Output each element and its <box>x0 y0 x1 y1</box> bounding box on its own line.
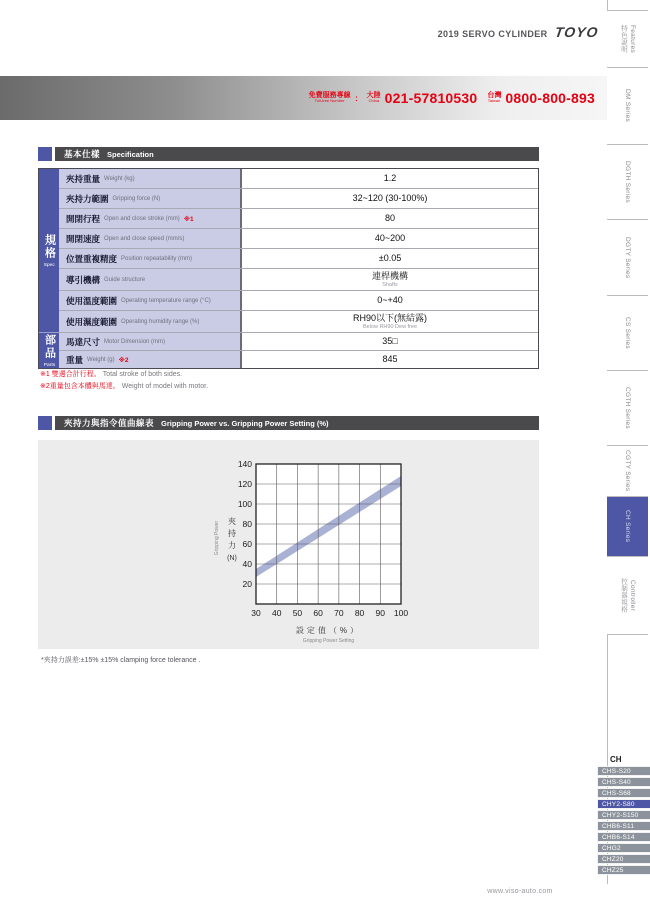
spec-row-label <box>59 169 242 188</box>
spec-row-label <box>59 291 242 310</box>
spec-label-en: Guide structure <box>104 276 146 283</box>
spec-table <box>38 168 539 369</box>
svg-text:Gripping Power: Gripping Power <box>214 520 220 556</box>
svg-text:100: 100 <box>237 499 252 509</box>
tollfree-label: 免費服務專線 Toll-free Number <box>308 92 351 104</box>
spec-label-en: Motor Dimension (mm) <box>104 338 166 345</box>
spec-label-zh: 馬達尺寸 <box>66 336 101 347</box>
svg-text:80: 80 <box>354 608 365 618</box>
spec-row-label <box>59 249 242 268</box>
spec-row-value <box>242 209 538 228</box>
spec-title-en: Specification <box>107 149 154 159</box>
ch-menu-item-chs-s20[interactable]: CHS-S20 <box>597 766 650 776</box>
website-url: www.viso-auto.com <box>487 888 553 895</box>
spec-value-main: 40~200 <box>374 233 406 244</box>
spec-row-value <box>242 351 538 368</box>
spec-label-zh: 重量 <box>66 354 84 365</box>
sidebar-tab-label-zh: 特色說明 <box>620 25 627 53</box>
spec-row-value <box>242 249 538 268</box>
spec-label-zh: 開閉行程 <box>66 213 101 224</box>
spec-row-value <box>242 189 538 208</box>
svg-text:(N): (N) <box>227 555 237 562</box>
spec-label-en: Weight (g) <box>87 356 115 363</box>
ch-menu-item-chz20[interactable]: CHZ20 <box>597 854 650 864</box>
spec-label-en: Open and close speed (mm/s) <box>104 235 185 242</box>
spec-row-label <box>59 351 242 368</box>
spec-label-footnote-mark: ※1 <box>183 215 194 223</box>
svg-text:70: 70 <box>334 608 344 618</box>
taiwan-label: 台灣 Taiwan <box>487 92 502 104</box>
sidebar-tab-label: CGTH Series <box>624 387 631 429</box>
ch-menu-item-chy2-s80[interactable]: CHY2-S80 <box>597 799 650 809</box>
ch-menu-item-chb6-s11[interactable]: CHB6-S11 <box>597 821 650 831</box>
spec-table-row <box>59 209 538 229</box>
spec-table-row <box>59 351 538 368</box>
spec-group-spec <box>39 169 59 333</box>
sidebar-tab-controller[interactable] <box>607 557 648 635</box>
spec-table-row <box>59 169 538 189</box>
chart-title-en: Gripping Power vs. Gripping Power Setting (%) <box>161 418 329 428</box>
spec-label-zh: 位置重複精度 <box>66 253 118 264</box>
spec-label-en: Operating humidity range (%) <box>121 318 200 325</box>
spec-label-zh: 導引機構 <box>66 274 101 285</box>
sidebar-tab-label: DM Series <box>624 89 631 123</box>
colon: ： <box>354 93 363 103</box>
ch-model-menu <box>597 755 650 875</box>
spec-label-footnote-mark: ※2 <box>118 356 129 364</box>
sidebar-tab-cgty-series[interactable] <box>607 446 648 497</box>
sidebar-tab-ch-series[interactable] <box>607 497 648 557</box>
spec-table-row <box>59 311 538 333</box>
spec-table-group-column <box>39 169 59 368</box>
gripping-power-chart <box>178 442 478 649</box>
ch-menu-item-chz25[interactable]: CHZ25 <box>597 865 650 875</box>
section-accent-square <box>38 147 52 161</box>
svg-text:140: 140 <box>237 459 252 469</box>
spec-value-main: 0~+40 <box>377 295 403 306</box>
sidebar-tab-label: CS Series <box>624 317 631 349</box>
svg-text:40: 40 <box>271 608 282 618</box>
spec-value-main: ±0.05 <box>378 253 402 264</box>
svg-text:100: 100 <box>393 608 409 618</box>
svg-text:80: 80 <box>242 519 252 529</box>
spec-table-row <box>59 229 538 249</box>
sidebar-tab-label: Controller <box>629 579 636 612</box>
group-label-zh: 規格 <box>43 233 56 260</box>
ch-menu-item-chy2-s150[interactable]: CHY2-S150 <box>597 810 650 820</box>
spec-value-sub: Below RH90 Dew free <box>362 323 418 330</box>
group-label-zh: 部品 <box>43 333 56 360</box>
toyo-brand-logo: TOYO <box>553 24 600 40</box>
svg-text:90: 90 <box>375 608 386 618</box>
group-label-en: Spec <box>43 261 55 268</box>
spec-row-value <box>242 311 538 332</box>
svg-text:60: 60 <box>313 608 323 618</box>
spec-row-label <box>59 209 242 228</box>
spec-label-en: Operating temperature range (°C) <box>121 297 211 304</box>
spec-table-row <box>59 189 538 209</box>
china-label: 大陸 China <box>366 92 381 104</box>
spec-row-label <box>59 229 242 248</box>
spec-label-en: Position repeatability (mm) <box>121 255 193 262</box>
spec-value-main: 連桿機構 <box>371 271 408 282</box>
sidebar-tab-cgth-series[interactable] <box>607 371 648 446</box>
spec-row-value <box>242 169 538 188</box>
spec-label-zh: 使用濕度範圍 <box>66 316 118 327</box>
group-label-en: Parts <box>43 361 55 368</box>
spec-value-main: 32~120 (30-100%) <box>352 193 428 204</box>
svg-text:20: 20 <box>242 579 252 589</box>
sidebar-tab-label-zh: 控制器規格 <box>620 578 627 613</box>
ch-menu-items <box>597 766 650 875</box>
spec-label-en: Open and close stroke (mm) <box>104 215 180 222</box>
chart-footnote: *夾持力誤差:±15% ±15% clamping force tolerance . <box>41 657 201 664</box>
spec-row-label <box>59 333 242 350</box>
sidebar-tab-label: DGTH Series <box>624 161 631 203</box>
ch-menu-item-chg2[interactable]: CHG2 <box>597 843 650 853</box>
spec-row-label <box>59 311 242 332</box>
sidebar-tab-label: CH Series <box>624 510 631 543</box>
svg-text:持: 持 <box>228 529 236 538</box>
sidebar-tab-label: CGTY Series <box>624 450 631 492</box>
section-title-bar <box>55 147 539 161</box>
spec-value-main: 1.2 <box>383 173 397 184</box>
spec-value-sub: Shafts <box>382 281 398 288</box>
sidebar-tab-cs-series[interactable] <box>607 296 648 371</box>
svg-text:120: 120 <box>237 479 252 489</box>
svg-text:Gripping Power Setting: Gripping Power Setting <box>302 638 355 644</box>
spec-table-row <box>59 249 538 269</box>
sidebar-tab-features[interactable] <box>607 10 648 68</box>
spec-table-rows <box>59 169 538 368</box>
chart-title-zh: 夾持力與指令值曲線表 <box>64 418 155 428</box>
spec-label-zh: 開閉速度 <box>66 233 101 244</box>
svg-text:30: 30 <box>251 608 261 618</box>
spec-title-zh: 基本仕樣 <box>64 149 101 159</box>
sidebar-tab-dm-series[interactable] <box>607 68 648 145</box>
spec-row-value <box>242 291 538 310</box>
sidebar-tab-label: Features <box>629 24 636 54</box>
svg-text:50: 50 <box>292 608 303 618</box>
spec-row-label <box>59 189 242 208</box>
sidebar-tab-dgth-series[interactable] <box>607 145 648 220</box>
spec-row-value <box>242 229 538 248</box>
spec-section-header <box>38 147 539 161</box>
china-phone-number: 021-57810530 <box>384 90 478 106</box>
spec-label-zh: 夾持重量 <box>66 173 101 184</box>
svg-text:設定值（%）: 設定值（%） <box>295 626 362 635</box>
spec-value-main: RH90以下(無結露) <box>352 313 427 324</box>
header-logo-row <box>438 24 598 40</box>
spec-label-zh: 使用溫度範圍 <box>66 295 118 306</box>
spec-label-zh: 夾持力範圍 <box>66 193 109 204</box>
spec-row-value <box>242 333 538 350</box>
spec-row-value <box>242 269 538 290</box>
sidebar-tab-label: DGTY Series <box>624 236 631 279</box>
svg-text:力: 力 <box>228 541 236 550</box>
ch-menu-title: CH <box>610 755 622 764</box>
spec-value-main: 80 <box>384 213 395 224</box>
section-title-bar <box>55 416 539 430</box>
svg-text:40: 40 <box>242 559 252 569</box>
gripping-power-chart-panel <box>38 440 539 649</box>
spec-row-label <box>59 269 242 290</box>
table-footnote-1: ※1 雙邊合計行程。 Total stroke of both sides. <box>40 371 183 378</box>
svg-text:60: 60 <box>242 539 252 549</box>
spec-group-parts <box>39 333 59 368</box>
spec-table-row <box>59 333 538 351</box>
taiwan-phone-number: 0800-800-893 <box>505 90 595 106</box>
spec-label-en: Gripping force (N) <box>112 195 161 202</box>
spec-value-main: 845 <box>382 354 398 365</box>
phone-bar <box>0 76 607 120</box>
phone-group <box>309 90 595 106</box>
spec-table-row <box>59 291 538 311</box>
svg-text:夾: 夾 <box>228 517 236 526</box>
sidebar-tab-dgty-series[interactable] <box>607 220 648 296</box>
ch-menu-item-chs-s40[interactable]: CHS-S40 <box>597 777 650 787</box>
ch-menu-item-chs-s68[interactable]: CHS-S68 <box>597 788 650 798</box>
chart-section-header <box>38 416 539 430</box>
catalog-title: 2019 SERVO CYLINDER <box>437 29 548 39</box>
spec-value-main: 35□ <box>382 336 398 347</box>
spec-label-en: Weight (kg) <box>104 175 135 182</box>
spec-table-row <box>59 269 538 291</box>
table-footnote-2: ※2重量包含本體與馬達。 Weight of model with motor. <box>40 383 209 390</box>
section-accent-square <box>38 416 52 430</box>
ch-menu-item-chb6-s14[interactable]: CHB6-S14 <box>597 832 650 842</box>
